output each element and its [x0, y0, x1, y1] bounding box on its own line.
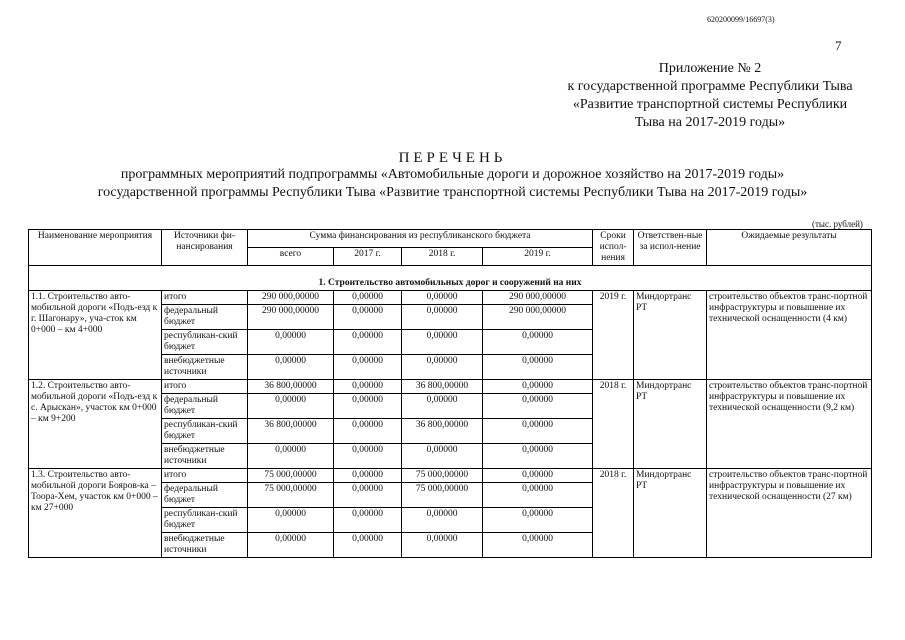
y2018-cell: 0,00000	[402, 444, 483, 469]
total-cell: 36 800,00000	[248, 380, 334, 394]
y2018-cell: 36 800,00000	[402, 419, 483, 444]
source-cell: итого	[162, 291, 248, 305]
y2017-cell: 0,00000	[334, 469, 402, 483]
source-cell: республикан-ский бюджет	[162, 508, 248, 533]
responsible-cell: Миндортранс РТ	[634, 380, 707, 469]
y2017-cell: 0,00000	[334, 305, 402, 330]
y2018-cell: 75 000,00000	[402, 469, 483, 483]
result-cell: строительство объектов транс-портной инфраструктуры и повышение их технической оснащенности (4 км)	[707, 291, 872, 380]
source-cell: республикан-ский бюджет	[162, 419, 248, 444]
source-cell: внебюджетные источники	[162, 533, 248, 558]
header-source: Источники фи-нансирования	[162, 230, 248, 266]
total-cell: 75 000,00000	[248, 483, 334, 508]
header-results: Ожидаемые результаты	[707, 230, 872, 266]
header-deadline: Сроки испол-нения	[593, 230, 634, 266]
appendix-header	[520, 60, 900, 132]
y2017-cell: 0,00000	[334, 380, 402, 394]
y2019-cell: 0,00000	[483, 533, 593, 558]
total-cell: 36 800,00000	[248, 419, 334, 444]
y2019-cell: 0,00000	[483, 483, 593, 508]
source-cell: итого	[162, 380, 248, 394]
appendix-line: Тыва на 2017-2019 годы»	[634, 115, 786, 130]
units-label: (тыс. рублей)	[812, 219, 863, 229]
y2017-cell: 0,00000	[334, 419, 402, 444]
total-cell: 0,00000	[248, 508, 334, 533]
y2017-cell: 0,00000	[334, 394, 402, 419]
measure-name: 1.2. Строительство авто-мобильной дороги «Подъ-езд к с. Арыскан», участок км 0+000 – км 9+200	[29, 380, 162, 469]
total-cell: 0,00000	[248, 330, 334, 355]
measure-name: 1.1. Строительство авто-мобильной дороги «Подъ-езд к г. Шагонару», уча-сток км 0+000 – км 4+000	[29, 291, 162, 380]
table-row	[29, 380, 872, 394]
header-2018: 2018 г.	[402, 248, 483, 266]
measures-table	[28, 229, 872, 558]
source-cell: федеральный бюджет	[162, 483, 248, 508]
y2019-cell: 0,00000	[483, 444, 593, 469]
deadline-cell: 2018 г.	[593, 469, 634, 558]
page-number: 7	[835, 38, 842, 53]
y2019-cell: 0,00000	[483, 330, 593, 355]
document-id: 620200099/16697(3)	[707, 15, 775, 24]
total-cell: 0,00000	[248, 533, 334, 558]
y2019-cell: 0,00000	[483, 355, 593, 380]
source-cell: федеральный бюджет	[162, 305, 248, 330]
header-total: всего	[248, 248, 334, 266]
source-cell: республикан-ский бюджет	[162, 330, 248, 355]
table-row	[29, 291, 872, 305]
y2018-cell: 0,00000	[402, 533, 483, 558]
y2019-cell: 290 000,00000	[483, 305, 593, 330]
y2019-cell: 0,00000	[483, 469, 593, 483]
responsible-cell: Миндортранс РТ	[634, 291, 707, 380]
appendix-line: к государственной программе Республики Тыва	[567, 79, 853, 94]
measure-name: 1.3. Строительство авто-мобильной дороги Бояров-ка – Тоора-Хем, участок км 0+000 – км 27+000	[29, 469, 162, 558]
header-sum-group: Сумма финансирования из республиканского бюджета	[248, 230, 593, 248]
y2019-cell: 0,00000	[483, 380, 593, 394]
source-cell: итого	[162, 469, 248, 483]
y2017-cell: 0,00000	[334, 291, 402, 305]
y2019-cell: 0,00000	[483, 394, 593, 419]
header-name: Наименование мероприятия	[29, 230, 162, 266]
total-cell: 75 000,00000	[248, 469, 334, 483]
y2017-cell: 0,00000	[334, 444, 402, 469]
y2018-cell: 0,00000	[402, 330, 483, 355]
header-2019: 2019 г.	[483, 248, 593, 266]
y2019-cell: 290 000,00000	[483, 291, 593, 305]
header-responsible: Ответствен-ные за испол-нение	[634, 230, 707, 266]
y2017-cell: 0,00000	[334, 533, 402, 558]
y2017-cell: 0,00000	[334, 483, 402, 508]
deadline-cell: 2019 г.	[593, 291, 634, 380]
appendix-line: Приложение № 2	[658, 61, 762, 76]
subheading-line: программных мероприятий подпрограммы «Автомобильные дороги и дорожное хозяйство на 2017-2019 годы»	[120, 167, 785, 182]
source-cell: федеральный бюджет	[162, 394, 248, 419]
document-subheading	[0, 166, 905, 202]
y2018-cell: 75 000,00000	[402, 483, 483, 508]
result-cell: строительство объектов транс-портной инфраструктуры и повышение их технической оснащенности (9,2 км)	[707, 380, 872, 469]
responsible-cell: Миндортранс РТ	[634, 469, 707, 558]
section-title: 1. Строительство автомобильных дорог и сооружений на них	[29, 266, 872, 291]
source-cell: внебюджетные источники	[162, 444, 248, 469]
result-cell: строительство объектов транс-портной инфраструктуры и повышение их технической оснащенности (27 км)	[707, 469, 872, 558]
subheading-line: государственной программы Республики Тыва «Развитие транспортной системы Республики Тыва на 2017-2019 годы»	[97, 185, 808, 200]
y2018-cell: 0,00000	[402, 305, 483, 330]
y2017-cell: 0,00000	[334, 330, 402, 355]
y2019-cell: 0,00000	[483, 508, 593, 533]
y2019-cell: 0,00000	[483, 419, 593, 444]
table-row	[29, 469, 872, 483]
total-cell: 290 000,00000	[248, 305, 334, 330]
y2018-cell: 0,00000	[402, 355, 483, 380]
total-cell: 290 000,00000	[248, 291, 334, 305]
document-heading: ПЕРЕЧЕНЬ	[398, 150, 507, 166]
deadline-cell: 2018 г.	[593, 380, 634, 469]
y2017-cell: 0,00000	[334, 355, 402, 380]
source-cell: внебюджетные источники	[162, 355, 248, 380]
header-2017: 2017 г.	[334, 248, 402, 266]
y2018-cell: 36 800,00000	[402, 380, 483, 394]
appendix-line: «Развитие транспортной системы Республики	[572, 97, 848, 112]
y2018-cell: 0,00000	[402, 394, 483, 419]
total-cell: 0,00000	[248, 444, 334, 469]
total-cell: 0,00000	[248, 355, 334, 380]
y2018-cell: 0,00000	[402, 291, 483, 305]
y2018-cell: 0,00000	[402, 508, 483, 533]
y2017-cell: 0,00000	[334, 508, 402, 533]
total-cell: 0,00000	[248, 394, 334, 419]
